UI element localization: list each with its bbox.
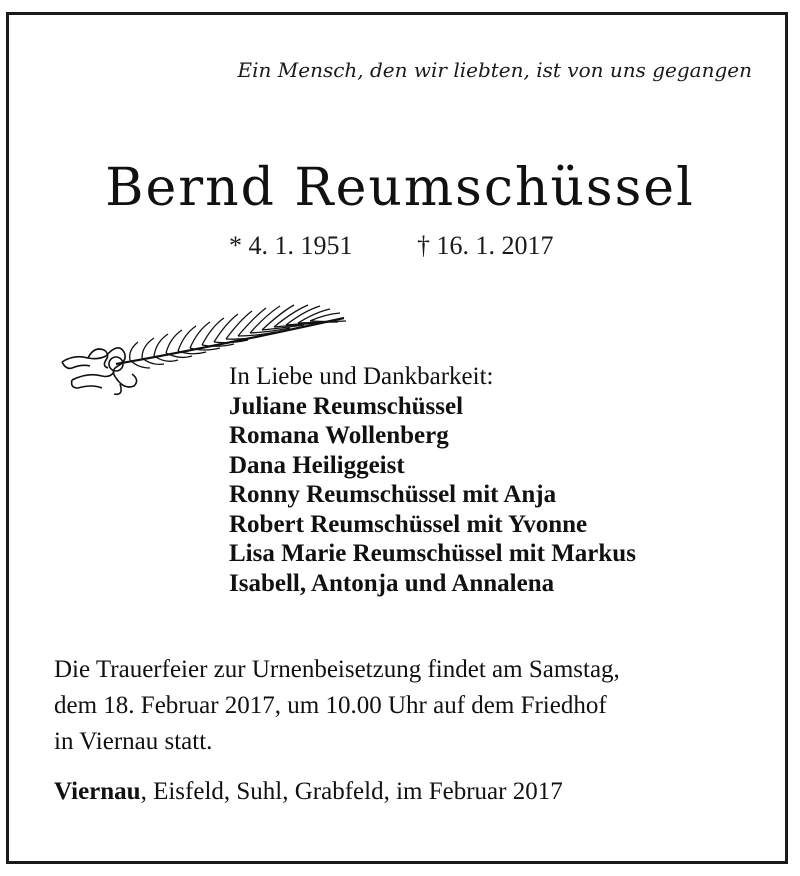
motto: Ein Mensch, den wir liebten, ist von uns gegangen	[237, 58, 752, 82]
funeral-notice	[54, 652, 754, 760]
mourner-name: Ronny Reumschüssel mit Anja	[229, 481, 557, 508]
mourner-name: Robert Reumschüssel mit Yvonne	[229, 510, 588, 538]
other-places: , Eisfeld, Suhl, Grabfeld, im Februar 2017	[140, 778, 563, 805]
mourner-name: Lisa Marie Reumschüssel mit Markus	[229, 540, 636, 567]
notice-line: Die Trauerfeier zur Urnenbeisetzung findet am Samstag,	[54, 656, 620, 683]
mourners-block	[229, 362, 636, 598]
mourner-name: Dana Heiliggeist	[229, 451, 405, 479]
notice-line: dem 18. Februar 2017, um 10.00 Uhr auf dem Friedhof	[54, 692, 607, 719]
notice-line: in Viernau statt.	[54, 728, 213, 755]
mourner-name: Juliane Reumschüssel	[229, 392, 464, 420]
life-dates	[229, 231, 554, 261]
death-date: † 16. 1. 2017	[417, 231, 554, 260]
places-and-date	[54, 778, 563, 806]
deceased-name: Bernd Reumschüssel	[105, 158, 695, 218]
mourner-name: Romana Wollenberg	[229, 422, 449, 449]
mourner-name: Isabell, Antonja und Annalena	[229, 569, 555, 597]
birth-date: * 4. 1. 1951	[229, 231, 353, 260]
main-place: Viernau	[54, 778, 141, 805]
mourners-intro: In Liebe und Dankbarkeit:	[229, 363, 494, 390]
